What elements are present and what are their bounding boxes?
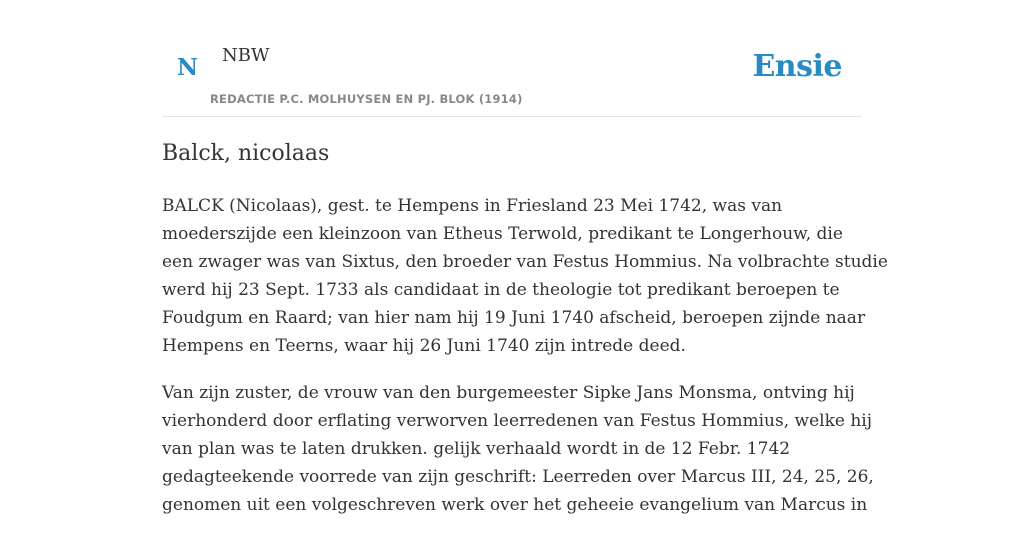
page-container (162, 0, 888, 515)
text-line: werd hij 23 Sept. 1733 als candidaat in de theologie tot predikant beroepen te (162, 280, 840, 300)
article-body (162, 192, 888, 538)
source-header (162, 0, 862, 117)
text-line: Hempens en Teerns, waar hij 26 Juni 1740 zijn intrede deed. (162, 336, 686, 356)
source-subtitle: REDACTIE P.C. MOLHUYSEN EN PJ. BLOK (1914) (210, 92, 523, 106)
text-line: vierhonderd door erflating verworven leerredenen van Festus Hommius, welke hij (162, 411, 872, 431)
text-line: Van zijn zuster, de vrouw van den burgemeester Sipke Jans Monsma, ontving hij (162, 383, 855, 403)
article-paragraph (162, 192, 888, 360)
text-line: gedagteekende voorrede van zijn geschrift: Leerreden over Marcus III, 24, 25, 26, (162, 467, 874, 487)
text-line: Foudgum en Raard; van hier nam hij 19 Juni 1740 afscheid, beroepen zijnde naar (162, 308, 866, 328)
text-line: genomen uit een volgeschreven werk over het geheeie evangelium van Marcus in (162, 495, 868, 515)
text-line: van plan was te laten drukken. gelijk verhaald wordt in de 12 Febr. 1742 (162, 439, 791, 459)
article-paragraph (162, 379, 874, 519)
ensie-logo[interactable]: Ensie (752, 49, 842, 84)
page-title: Balck, nicolaas (162, 141, 330, 166)
text-line: een zwager was van Sixtus, den broeder van Festus Hommius. Na volbrachte studie (162, 252, 888, 272)
source-title[interactable]: NBW (222, 45, 270, 66)
source-logo[interactable]: N (177, 54, 199, 81)
text-line: BALCK (Nicolaas), gest. te Hempens in Friesland 23 Mei 1742, was van (162, 196, 783, 216)
text-line: moederszijde een kleinzoon van Etheus Terwold, predikant te Longerhouw, die (162, 224, 843, 244)
